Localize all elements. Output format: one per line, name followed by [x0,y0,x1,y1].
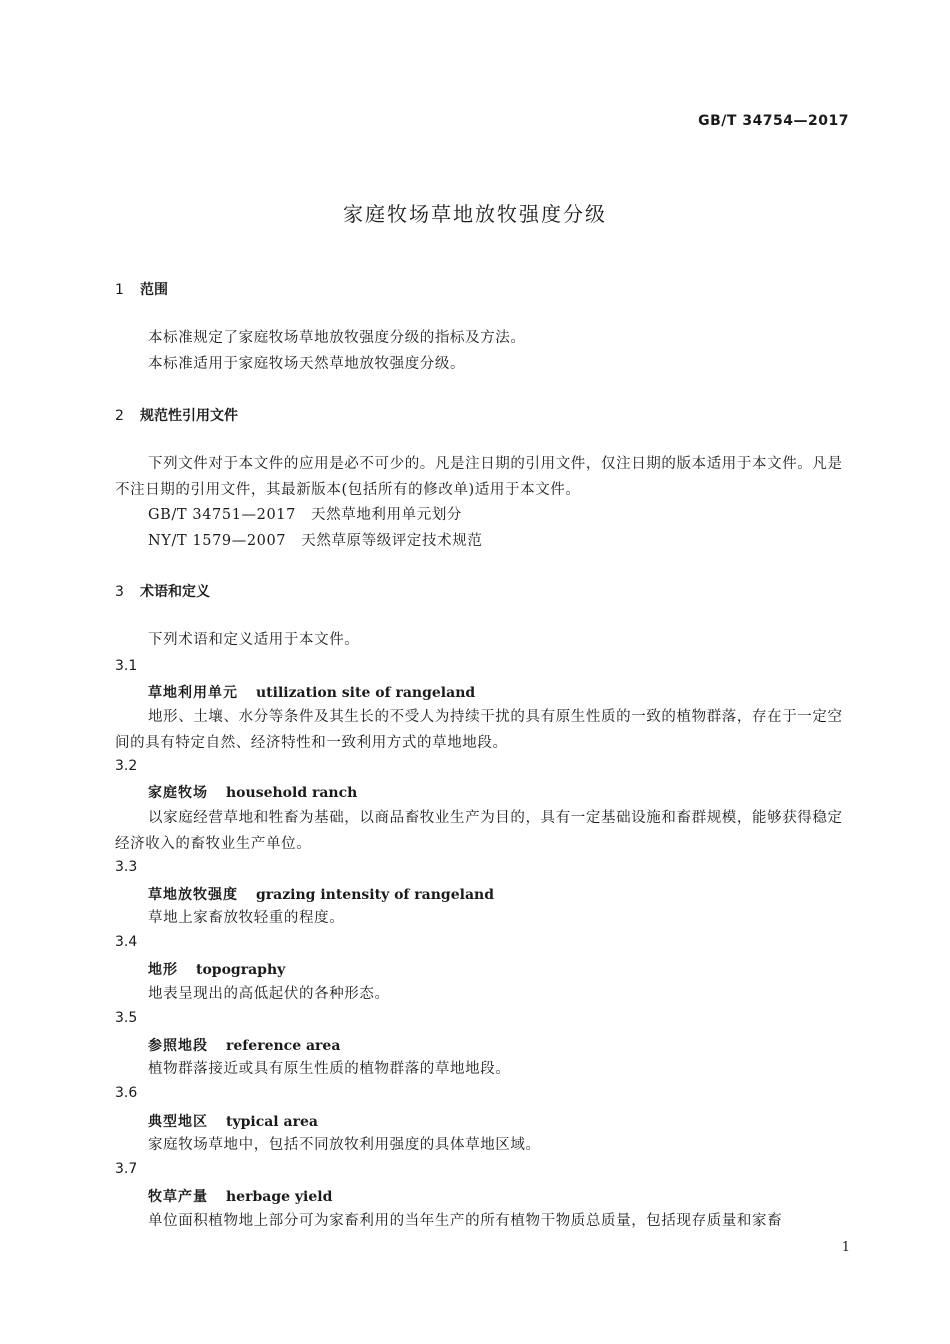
section-1-heading [115,279,168,299]
term-heading [148,884,494,904]
section-title: 术语和定义 [140,584,210,600]
section-3-paragraph: 下列术语和定义适用于本文件。 [148,632,360,648]
section-number: 2 [115,408,124,424]
term-english: herbage yield [226,1189,333,1205]
term-definition: 家庭牧场草地中，包括不同放牧利用强度的具体草地区域。 [148,1137,541,1153]
section-3-heading [115,581,210,601]
term-heading [148,1111,318,1131]
section-1-paragraph-2: 本标准适用于家庭牧场天然草地放牧强度分级。 [148,356,466,372]
term-definition: 以家庭经营草地和牲畜为基础，以商品畜牧业生产为目的，具有一定基础设施和畜群规模，能够获得稳定经济收入的畜牧业生产单位。 [115,810,843,852]
document-title: 家庭牧场草地放牧强度分级 [343,202,607,226]
section-title: 规范性引用文件 [140,408,238,424]
reference-item: GB/T 34751—2017 天然草地利用单元划分 [148,507,463,523]
standard-code: GB/T 34754—2017 [698,113,849,129]
clause-number: 3.7 [115,1161,138,1177]
term-heading [148,1035,340,1055]
clause-number: 3.5 [115,1010,138,1026]
term-english: utilization site of rangeland [256,685,476,701]
page-number: 1 [841,1240,850,1255]
term-chinese: 典型地区 [148,1114,208,1130]
section-1-paragraph-1: 本标准规定了家庭牧场草地放牧强度分级的指标及方法。 [148,330,526,346]
clause-number: 3.6 [115,1085,138,1101]
term-english: grazing intensity of rangeland [256,887,494,903]
term-definition: 地表呈现出的高低起伏的各种形态。 [148,986,390,1002]
clause-number: 3.3 [115,859,138,875]
term-chinese: 地形 [148,962,178,978]
section-2-heading [115,405,238,425]
term-english: household ranch [226,785,358,801]
clause-number: 3.4 [115,934,138,950]
term-definition: 草地上家畜放牧轻重的程度。 [148,910,345,926]
term-chinese: 参照地段 [148,1038,208,1054]
term-english: typical area [226,1114,318,1130]
term-heading [148,782,357,802]
term-chinese: 草地放牧强度 [148,887,238,903]
term-chinese: 牧草产量 [148,1189,208,1205]
section-number: 3 [115,584,124,600]
term-chinese: 草地利用单元 [148,685,238,701]
term-definition: 单位面积植物地上部分可为家畜利用的当年生产的所有植物干物质总质量，包括现存质量和家畜 [148,1213,783,1229]
term-chinese: 家庭牧场 [148,785,208,801]
section-title: 范围 [140,282,168,298]
term-heading [148,682,475,702]
term-english: topography [196,962,286,978]
term-definition: 植物群落接近或具有原生性质的植物群落的草地地段。 [148,1061,511,1077]
term-heading [148,959,285,979]
term-definition: 地形、土壤、水分等条件及其生长的不受人为持续干扰的具有原生性质的一致的植物群落，存在于一定空间的具有特定自然、经济特性和一致利用方式的草地地段。 [115,709,843,751]
clause-number: 3.1 [115,658,138,674]
section-number: 1 [115,282,124,298]
section-2-paragraph: 下列文件对于本文件的应用是必不可少的。凡是注日期的引用文件，仅注日期的版本适用于本文件。凡是不注日期的引用文件，其最新版本(包括所有的修改单)适用于本文件。 [115,456,843,498]
term-english: reference area [226,1038,341,1054]
clause-number: 3.2 [115,758,138,774]
term-heading [148,1186,332,1206]
reference-item: NY/T 1579—2007 天然草原等级评定技术规范 [148,533,483,549]
